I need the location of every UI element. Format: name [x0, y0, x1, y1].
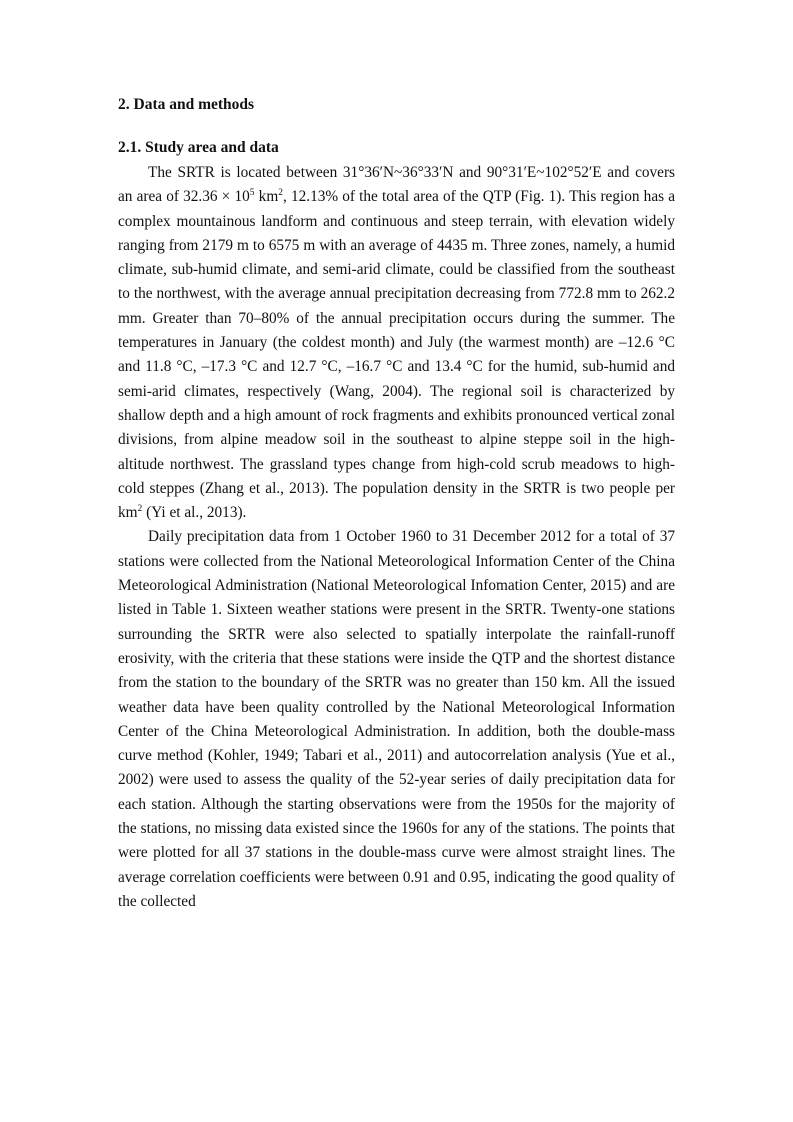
- paragraph-text: The SRTR is located between 31°36′N~36°33′N and 90°31′E~102°52′E and covers an area of 32.36 × 10: [118, 164, 675, 206]
- study-area-paragraph: [118, 161, 675, 525]
- paragraph-text: km: [254, 188, 279, 206]
- paragraph-text: , 12.13% of the total area of the QTP (Fig. 1). This region has a complex mountainous landform and continuous and steep terrain, with elevation widely ranging from 2179 m to 6575 m with an average of 4435 m. Three zones, namely, a humid climate, sub-humid climate, and semi-arid climate, could be classified from the southeast to the northwest, with the average annual precipitation decreasing from 772.8 mm to 262.2 mm. Greater than 70–80% of the annual precipitation occurs during the summer. The temperatures in January (the coldest month) and July (the warmest month) are –12.6 °C and 11.8 °C, –17.3 °C and 12.7 °C, –16.7 °C and 13.4 °C for the humid, sub-humid and semi-arid climates, respectively (Wang, 2004). The regional soil is characterized by shallow depth and a high amount of rock fragments and exhibits pronounced vertical zonal divisions, from alpine meadow soil in the southeast to alpine steppe soil in the high-altitude northwest. The grassland types change from high-cold scrub meadows to high-cold steppes (Zhang et al., 2013). The population density in the SRTR is two people per km: [118, 188, 676, 522]
- superscript: 2: [278, 188, 283, 199]
- subsection-heading: 2.1. Study area and data: [118, 139, 279, 156]
- superscript: 5: [249, 188, 255, 199]
- superscript: 2: [137, 504, 143, 515]
- section-heading: 2. Data and methods: [118, 96, 255, 113]
- precipitation-data-paragraph: Daily precipitation data from 1 October 1960 to 31 December 2012 for a total of 37 stations were collected from the National Meteorological Information Center of the China Meteorological Administration (National Meteorological Infomation Center, 2015) and are listed in Table 1. Sixteen weather stations were present in the SRTR. Twenty-one stations surrounding the SRTR were also selected to spatially interpolate the rainfall-runoff erosivity, with the criteria that these stations were inside the QTP and the shortest distance from the station to the boundary of the SRTR was no greater than 150 km. All the issued weather data have been quality controlled by the National Meteorological Information Center of the China Meteorological Administration. In addition, both the double-mass curve method (Kohler, 1949; Tabari et al., 2011) and autocorrelation analysis (Yue et al., 2002) were used to assess the quality of the 52-year series of daily precipitation data for each station. Although the starting observations were from the 1950s for the majority of the stations, no missing data existed since the 1960s for any of the stations. The points that were plotted for all 37 stations in the double-mass curve were almost straight lines. The average correlation coefficients were between 0.91 and 0.95, indicating the good quality of the collected: [118, 528, 675, 910]
- paper-page: [118, 94, 675, 914]
- paragraph-text: (Yi et al., 2013).: [142, 504, 247, 522]
